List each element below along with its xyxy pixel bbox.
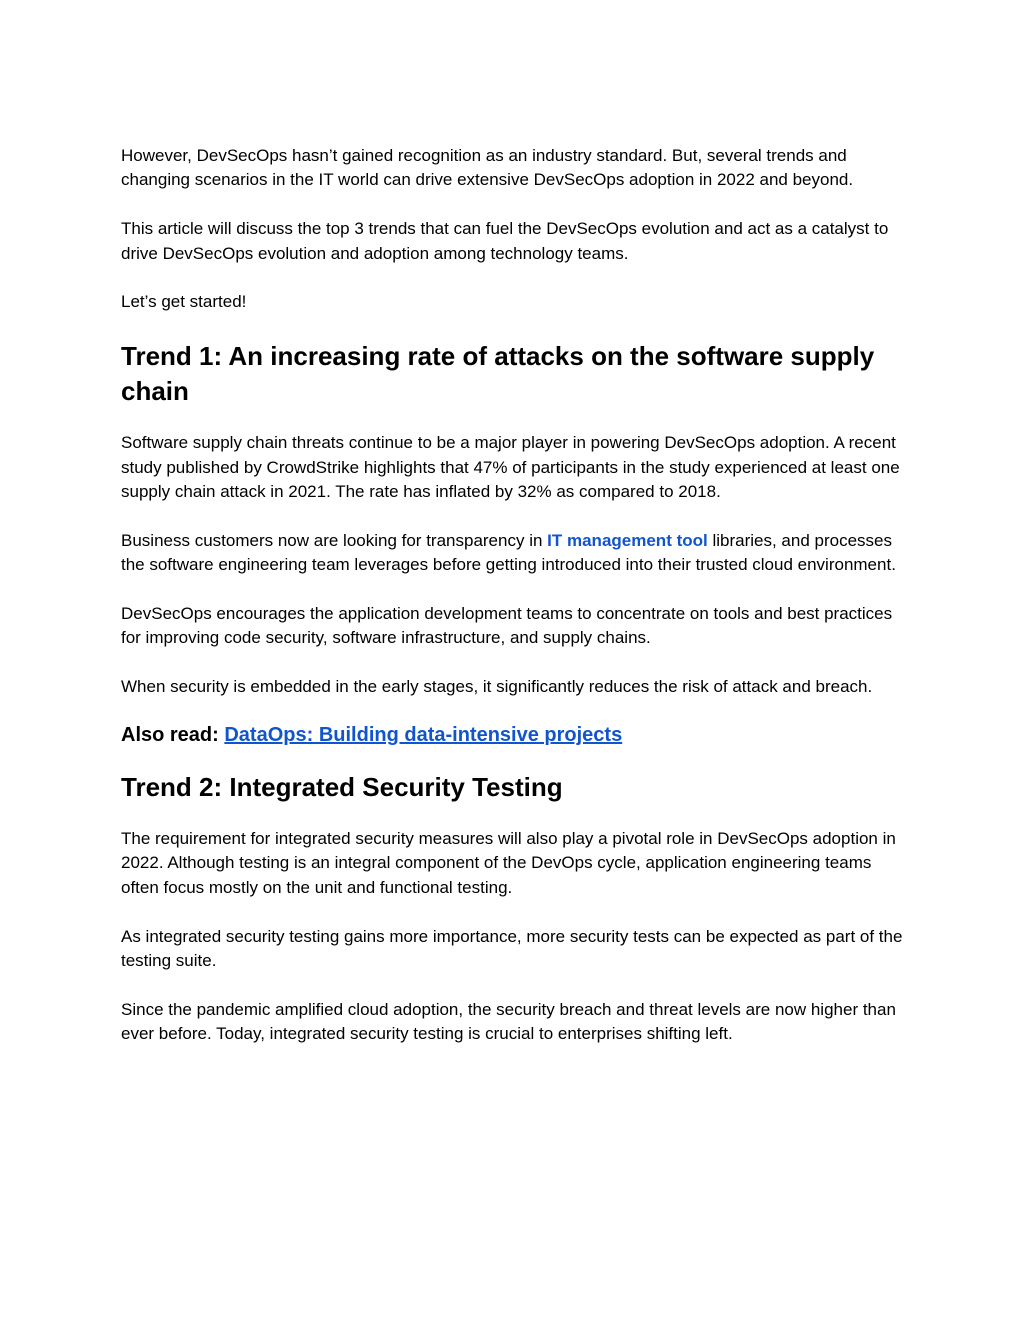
trend-2-heading: Trend 2: Integrated Security Testing [121, 772, 563, 803]
trend-1-paragraph-3: DevSecOps encourages the application development teams to concentrate on tools and best practices for improving code security, software infrastructure, and supply chains. [121, 604, 893, 648]
also-read-label: Also read: [121, 724, 225, 747]
intro-paragraph-1: However, DevSecOps hasn’t gained recognition as an industry standard. But, several trends and changing scenarios in the IT world can drive extensive DevSecOps adoption in 2022 and beyond. [121, 146, 854, 190]
trend-1-paragraph-2 [121, 529, 911, 578]
it-management-tool-link[interactable]: IT management tool [547, 530, 708, 550]
trend-2-paragraph-2: As integrated security testing gains more importance, more security tests can be expected as part of the testing suite. [121, 926, 903, 971]
trend-2-paragraph-3: Since the pandemic amplified cloud adoption, the security breach and threat levels are now higher than ever before. Today, integrated security testing is crucial to enterprises shifting left. [121, 999, 896, 1044]
trend-1-paragraph-1: Software supply chain threats continue to be a major player in powering DevSecOps adoption. A recent study published by CrowdStrike highlights that 47% of participants in the study experienced at least one supply chain attack in 2021. The rate has inflated by 32% as compared to 2018. [121, 433, 900, 502]
intro-paragraph-3: Let’s get started! [121, 292, 247, 312]
also-read-link[interactable]: DataOps: Building data-intensive projects [224, 724, 623, 747]
intro-paragraph-2: This article will discuss the top 3 trends that can fuel the DevSecOps evolution and act as a catalyst to drive DevSecOps evolution and adoption among technology teams. [121, 219, 889, 263]
trend-1-paragraph-4: When security is embedded in the early stages, it significantly reduces the risk of attack and breach. [121, 677, 873, 697]
trend-1-paragraph-2-text-end: libraries, and processes the software engineering team leverages before getting introduced into their trusted cloud environment. [121, 530, 896, 575]
trend-2-paragraph-1: The requirement for integrated security measures will also play a pivotal role in DevSecOps adoption in 2022. Although testing is an integral component of the DevOps cycle, application engineering teams often focus mostly on the unit and functional testing. [121, 829, 896, 897]
trend-1-heading: Trend 1: An increasing rate of attacks on the software supply chain [121, 341, 875, 407]
trend-1-paragraph-2-text-start: Business customers now are looking for transparency in [121, 530, 548, 550]
also-read-line [121, 720, 911, 750]
document-page [121, 144, 911, 1071]
